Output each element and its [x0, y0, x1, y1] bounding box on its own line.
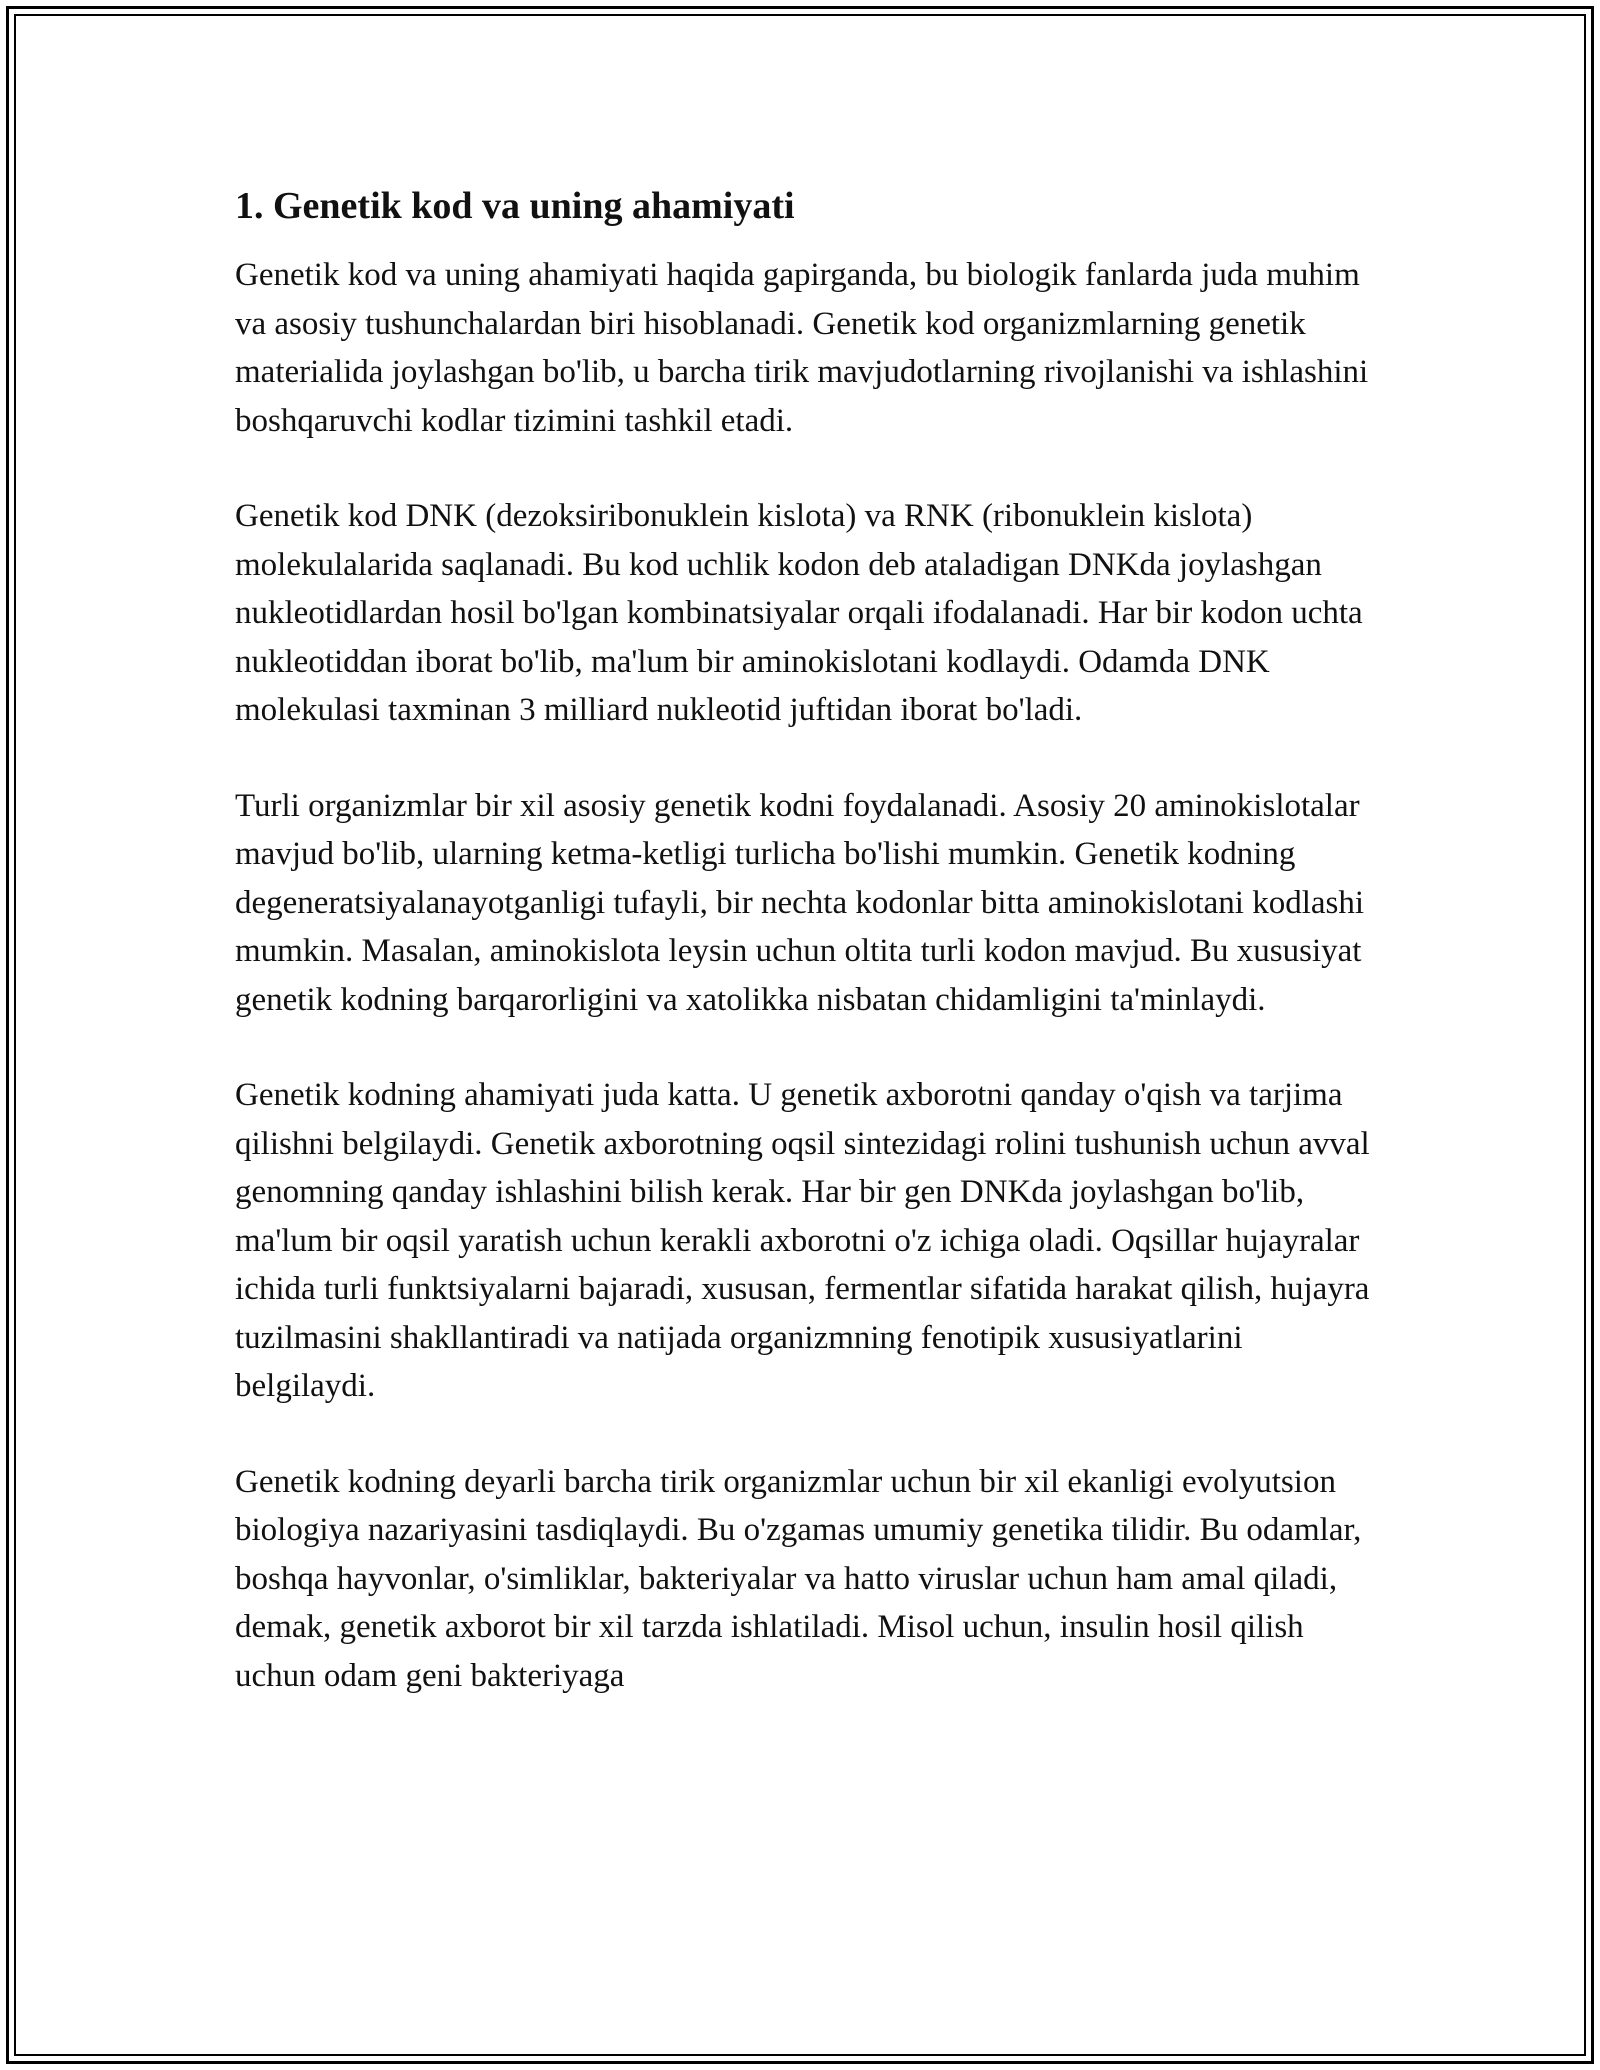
paragraph-organisms: Turli organizmlar bir xil asosiy genetik kodni foydalanadi. Asosiy 20 aminokislotalar mavjud bo'lib, ularning ketma-ketligi turlicha bo'lishi mumkin. Genetik kodning degeneratsiyalanayotganligi tufayli, bir nechta kodonlar bitta aminokislotani kodlashi mumkin. Masalan, aminokislota leysin uchun oltita turli kodon mavjud. Bu xususiyat genetik kodning barqarorligini va xatolikka nisbatan chidamligini ta'minlaydi.	[235, 787, 1365, 1018]
paragraph-universality: Genetik kodning deyarli barcha tirik organizmlar uchun bir xil ekanligi evolyutsion biologiya nazariyasini tasdiqlaydi. Bu o'zgamas umumiy genetika tilidir. Bu odamlar, boshqa hayvonlar, o'simliklar, bakteriyalar va hatto viruslar uchun ham amal qiladi, demak, genetik axborot bir xil tarzda ishlatiladi. Misol uchun, insulin hosil qilish uchun odam geni bakteriyaga	[235, 1463, 1362, 1694]
section-heading: 1. Genetik kod va uning ahamiyati	[235, 185, 795, 227]
paragraph-importance: Genetik kodning ahamiyati juda katta. U genetik axborotni qanday o'qish va tarjima qilishni belgilaydi. Genetik axborotning oqsil sintezidagi rolini tushunish uchun avval genomning qanday ishlashini bilish kerak. Har bir gen DNKda joylashgan bo'lib, ma'lum bir oqsil yaratish uchun kerakli axborotni o'z ichiga oladi. Oqsillar hujayralar ichida turli funktsiyalarni bajaradi, xususan, fermentlar sifatida harakat qilish, hujayra tuzilmasini shakllantiradi va natijada organizmning fenotipik xususiyatlarini belgilaydi.	[235, 1077, 1370, 1404]
document-body	[235, 183, 1370, 1747]
paragraph-intro: Genetik kod va uning ahamiyati haqida gapirganda, bu biologik fanlarda juda muhim va asosiy tushunchalardan biri hisoblanadi. Genetik kod organizmlarning genetik materialida joylashgan bo'lib, u barcha tirik mavjudotlarning rivojlanishi va ishlashini boshqaruvchi kodlar tizimini tashkil etadi.	[235, 257, 1369, 439]
paragraph-dna-rna: Genetik kod DNK (dezoksiribonuklein kislota) va RNK (ribonuklein kislota) molekulalarida saqlanadi. Bu kod uchlik kodon deb ataladigan DNKda joylashgan nukleotidlardan hosil bo'lgan kombinatsiyalar orqali ifodalanadi. Har bir kodon uchta nukleotiddan iborat bo'lib, ma'lum bir aminokislotani kodlaydi. Odamda DNK molekulasi taxminan 3 milliard nukleotid juftidan iborat bo'ladi.	[235, 498, 1363, 728]
